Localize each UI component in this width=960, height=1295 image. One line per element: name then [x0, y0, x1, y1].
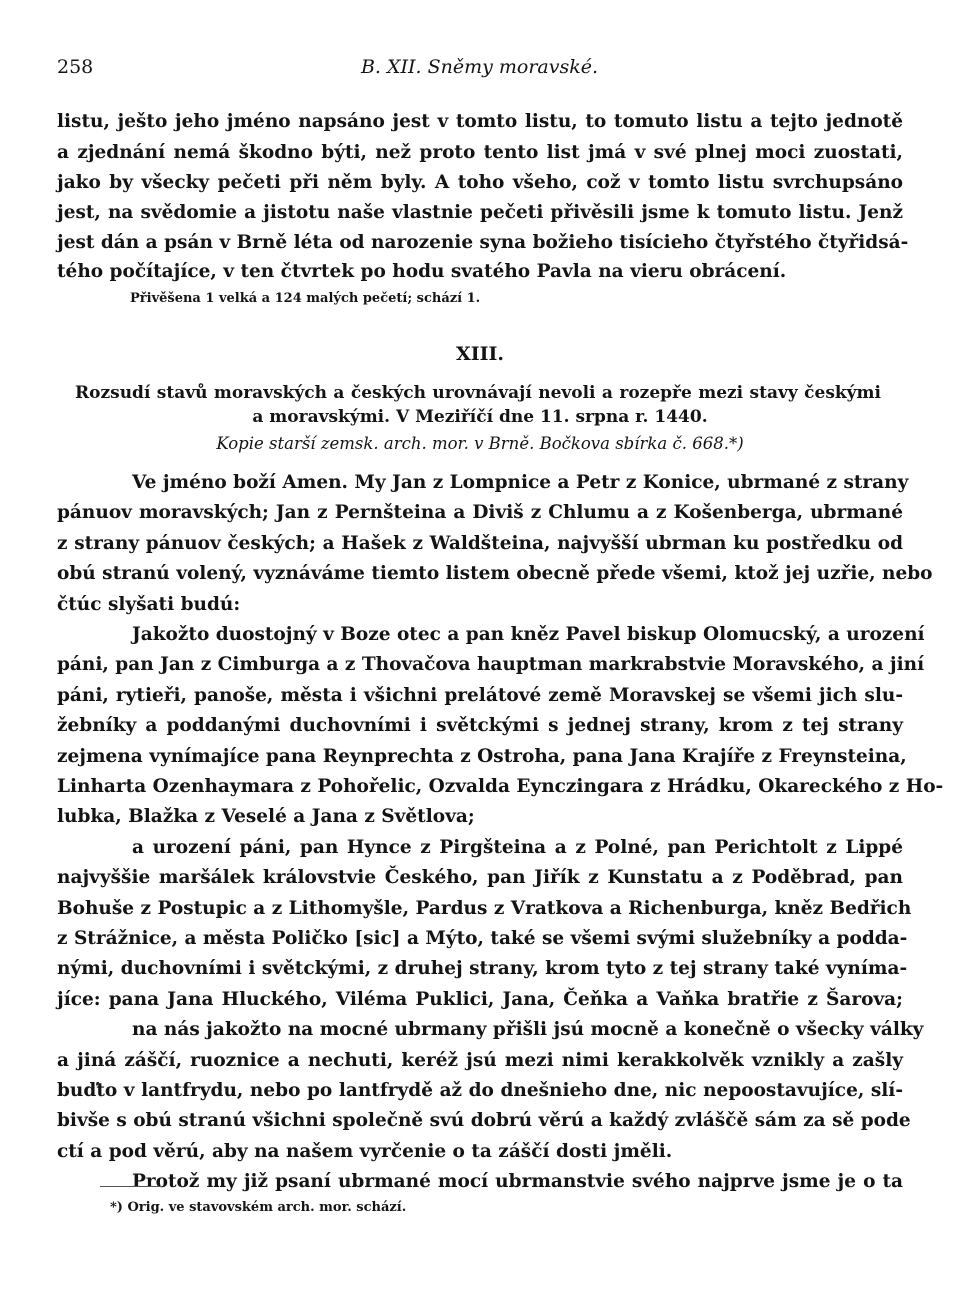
body-line: Jakožto duostojný v Boze otec a pan kněz Pavel biskup Olomucský, a urození	[132, 624, 925, 645]
body-line: bivše s obú stranú všichni společně svú dobrú věrú a každý zvláščě sám za sě pode	[57, 1110, 911, 1131]
body-line: z Strážnice, a města Poličko [sic] a Mýto, také se všemi svými služebníky a podda-	[57, 928, 908, 949]
body-line: ctí a pod věrú, aby na našem vyrčenie o ta záščí dosti jměli.	[57, 1141, 673, 1162]
body-line: lubka, Blažka z Veselé a Jana z Světlova;	[57, 806, 475, 827]
body-line: a jiná záščí, ruoznice a nechuti, keréž jsú mezi nimi kerakkolvěk vznikly a zašly	[57, 1050, 903, 1071]
section-number: XIII.	[455, 343, 505, 365]
page-header	[57, 56, 902, 84]
body-line: na nás jakožto na mocné ubrmany přišli jsú mocně a konečně o všecky války	[132, 1019, 924, 1040]
body-line: z strany pánuov českých; a Hašek z Waldšteina, najvyšší ubrman ku postředku od	[57, 533, 903, 554]
body-line: čtúc slyšati budú:	[57, 594, 241, 615]
body-line: obú stranú volený, vyznáváme tiemto listem obecně přede všemi, ktož jej uzřie, nebo	[57, 563, 933, 584]
body-line: Protož my již psaní ubrmané mocí ubrmanstvie svého najprve jsme je o ta	[132, 1171, 903, 1192]
text-line: jest dán a psán v Brně léta od narozenie syna božieho tisícieho čtyřstého čtyřidsá-	[57, 232, 909, 253]
section-heading-line: Rozsudí stavů moravských a českých urovnávají nevoli a rozepře mezi stavy českými	[75, 383, 881, 403]
footnote: *) Orig. ve stavovském arch. mor. schází.	[110, 1200, 407, 1215]
text-line: jest, na svědomie a jistotu naše vlastnie pečeti přivěsili jsme k tomuto listu. Jenž	[57, 202, 903, 223]
body-line: páni, rytieři, panoše, města i všichni prelátové země Moravskej se všemi jich slu-	[57, 685, 903, 706]
body-line: zejmena vynímajíce pana Reynprechta z Ostroha, pana Jana Krajíře z Freynsteina,	[57, 746, 907, 767]
body-line: páni, pan Jan z Cimburga a z Thovačova hauptman markrabstvie Moravského, a jiní	[57, 654, 925, 675]
text-line: listu, ješto jeho jméno napsáno jest v tomto listu, to tomuto listu a tejto jednotě	[57, 111, 903, 132]
body-line: Linharta Ozenhaymara z Pohořelic, Ozvalda Eynczingara z Hrádku, Okareckého z Ho-	[57, 776, 944, 797]
footnote-rule	[100, 1186, 162, 1187]
seal-note: Přivěšena 1 velká a 124 malých pečetí; schází 1.	[130, 291, 481, 306]
body-line: jíce: pana Jana Hluckého, Viléma Puklici, Jana, Čeňka a Vaňka bratřie z Šarova;	[57, 989, 903, 1010]
page-number: 258	[57, 56, 94, 78]
body-line: najvyššie maršálek královstvie Českého, pan Jiřík z Kunstatu a z Poděbrad, pan	[57, 867, 903, 888]
body-line: žebníky a poddanými duchovními i světckými s jednej strany, krom z tej strany	[57, 715, 903, 736]
body-line: a urození páni, pan Hynce z Pirgšteina a z Polné, pan Perichtolt z Lippé	[132, 837, 903, 858]
text-line: jako by všecky pečeti při něm byly. A toho všeho, což v tomto listu svrchupsáno	[57, 172, 903, 193]
body-line: pánuov moravských; Jan z Pernšteina a Diviš z Chlumu a z Košenberga, ubrmané	[57, 502, 903, 523]
running-head: B. XII. Sněmy moravské.	[360, 56, 599, 78]
source-citation: Kopie starší zemsk. arch. mor. v Brně. Bočkova sbírka č. 668.*)	[216, 434, 744, 453]
body-line: Ve jméno boží Amen. My Jan z Lompnice a Petr z Konice, ubrmané z strany	[132, 472, 909, 493]
section-heading-line: a moravskými. V Meziříčí dne 11. srpna r. 1440.	[252, 407, 708, 427]
text-line: a zjednání nemá škodno býti, než proto tento list jmá v své plnej moci zuostati,	[57, 142, 903, 163]
body-line: buďto v lantfrydu, nebo po lantfrydě až do dnešnieho dne, nic nepoostavujíce, slí-	[57, 1080, 903, 1101]
body-line: Bohuše z Postupic a z Lithomyšle, Pardus z Vratkova a Richenburga, kněz Bedřich	[57, 898, 912, 919]
text-line: tého počítajíce, v ten čtvrtek po hodu svatého Pavla na vieru obrácení.	[57, 261, 787, 282]
body-line: nými, duchovními i světckými, z druhej strany, krom tyto z tej strany také vyníma-	[57, 958, 908, 979]
